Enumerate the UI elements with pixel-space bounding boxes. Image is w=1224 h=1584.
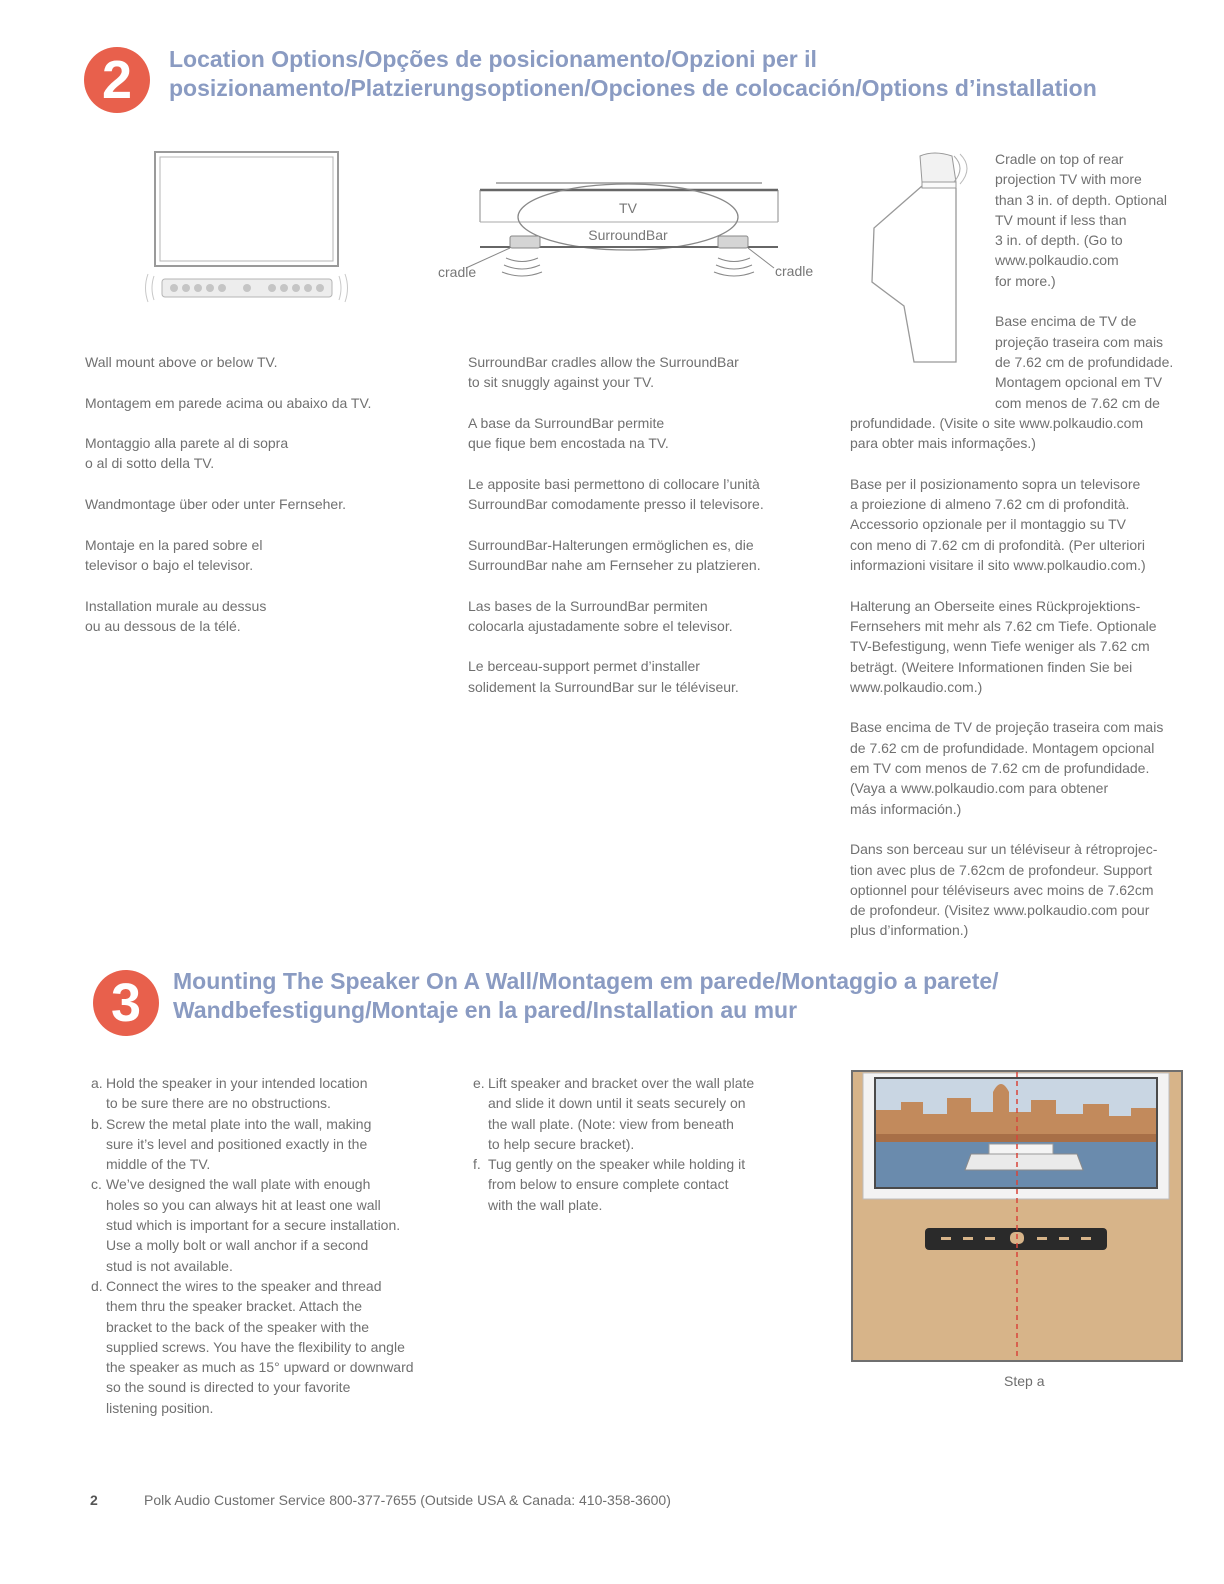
section-3-title <box>173 967 999 1025</box>
step-b-letter: b. <box>91 1115 103 1132</box>
cradle-right-label: cradle <box>775 263 814 279</box>
rear-projection-text-es: Base encima de TV de projeção traseira com mais de 7.62 cm de profundidade. Montagem opcional em TV com menos de 7.62 cm de profundidade. (Vaya a www.polkaudio.com para obtener más información.) <box>850 719 1164 817</box>
mounting-steps-left <box>86 1073 436 1418</box>
section-2-col-mid <box>468 352 828 697</box>
wall-mount-text-it: Montaggio alla parete al di sopra o al di sotto della TV. <box>85 435 289 472</box>
wall-mount-diagram <box>140 148 355 308</box>
step-f-text: Tug gently on the speaker while holding it from below to ensure complete contact with the wall plate. <box>488 1156 746 1213</box>
step-e-letter: e. <box>473 1075 485 1091</box>
section-2-title <box>169 45 1097 103</box>
rear-projection-diagram <box>862 148 982 370</box>
step-c-letter: c. <box>91 1176 102 1193</box>
mounting-steps-right <box>468 1073 798 1215</box>
rear-projection-text-en: Cradle on top of rear projection TV with more than 3 in. of depth. Optional TV mount if less than 3 in. of depth. (Go to www.polkaudio.com for more.) <box>995 151 1168 289</box>
wall-mount-text-pt: Montagem em parede acima ou abaixo da TV. <box>85 394 372 411</box>
rear-projection-text-de: Halterung an Oberseite eines Rückprojektions- Fernsehers mit mehr als 7.62 cm Tiefe. Optionale TV-Befestigung, wenn Tiefe weniger als 7.62 cm beträgt. (Weitere Informationen finden Sie bei www.polkaudio.com.) <box>850 597 1157 695</box>
step-a <box>86 1073 436 1114</box>
rear-projection-text-it: Base per il posizionamento sopra un televisore a proiezione di almeno 7.62 cm di profondità. Accessorio opzionale per il montaggio su TV con meno di 7.62 cm di profondità. (Per ulteriori informazioni visitare il sito www.polkaudio.com.) <box>850 475 1146 574</box>
step-c-text: We’ve designed the wall plate with enough holes so you can always hit at least one wall stud which is important for a secure installation. Use a molly bolt or wall anchor if a second stud is not available. <box>106 1176 401 1274</box>
section-3-title-line-1: Mounting The Speaker On A Wall/Montagem em parede/Montaggio a parete/ <box>173 968 999 994</box>
step-c <box>86 1174 436 1275</box>
step-e-text: Lift speaker and bracket over the wall plate and slide it down until it seats securely on the wall plate. (Note: view from beneath to help secure bracket). <box>488 1075 755 1152</box>
step-b-text: Screw the metal plate into the wall, making sure it’s level and positioned exactly in the middle of the TV. <box>106 1115 372 1173</box>
page-number: 2 <box>90 1492 98 1508</box>
step-a-letter: a. <box>91 1075 103 1091</box>
step-d <box>86 1276 436 1418</box>
wall-mount-text-de: Wandmontage über oder unter Fernseher. <box>85 496 346 513</box>
customer-service-text: Polk Audio Customer Service 800-377-7655 (Outside USA & Canada: 410-358-3600) <box>144 1492 671 1508</box>
section-2-number-badge: 2 <box>84 47 150 113</box>
rear-projection-text-pt-cont: profundidade. (Visite o site www.polkaudio.com para obter mais informações.) <box>850 415 1144 452</box>
cradle-diagram <box>430 172 830 287</box>
section-2-col-right-top <box>995 149 1195 413</box>
step-f <box>468 1154 798 1215</box>
cradle-left-label: cradle <box>438 264 477 280</box>
section-2-title-line-1: Location Options/Opções de posicionamento/Opzioni per il <box>169 46 817 72</box>
surroundbar-label: SurroundBar <box>588 227 668 243</box>
section-3-number-badge: 3 <box>93 970 159 1036</box>
rear-projection-text-fr: Dans son berceau sur un téléviseur à rétroprojec- tion avec plus de 7.62cm de profondeur. Support optionnel pour téléviseurs avec moins de 7.62cm de profondeur. (Visitez www.polkaudio.com pour plus d’information.) <box>850 841 1158 939</box>
wall-mount-text-es: Montaje en la pared sobre el televisor o bajo el televisor. <box>85 536 263 573</box>
wall-mount-text-en: Wall mount above or below TV. <box>85 354 278 370</box>
step-a-text: Hold the speaker in your intended location to be sure there are no obstructions. <box>106 1075 368 1112</box>
rear-projection-text-pt: Base encima de TV de projeção traseira com mais de 7.62 cm de profundidade. Montagem opcional em TV com menos de 7.62 cm de <box>995 313 1174 411</box>
cradle-text-de: SurroundBar-Halterungen ermöglichen es, die SurroundBar nahe am Fernseher zu platzieren. <box>468 536 761 573</box>
step-b <box>86 1114 436 1175</box>
section-2-col-right <box>850 413 1200 941</box>
step-d-text: Connect the wires to the speaker and thread them thru the speaker bracket. Attach the bracket to the back of the speaker with the supplied screws. You have the flexibility to angle the speaker as much as 15° upward or downward so the sound is directed to your favorite listening position. <box>106 1277 414 1416</box>
step-e <box>468 1073 798 1154</box>
step-d-letter: d. <box>91 1277 103 1294</box>
cradle-text-es: Las bases de la SurroundBar permiten colocarla ajustadamente sobre el televisor. <box>468 597 733 634</box>
tv-label: TV <box>619 200 637 216</box>
step-f-letter: f. <box>473 1156 481 1173</box>
step-a-photo <box>851 1070 1183 1362</box>
cradle-text-en: SurroundBar cradles allow the SurroundBar to sit snuggly against your TV. <box>468 354 739 391</box>
cradle-text-fr: Le berceau-support permet d’installer solidement la SurroundBar sur le téléviseur. <box>468 658 739 695</box>
cradle-text-pt: A base da SurroundBar permite que fique bem encostada na TV. <box>468 414 669 452</box>
cradle-text-it: Le apposite basi permettono di collocare l’unità SurroundBar comodamente presso il televisore. <box>468 475 764 513</box>
wall-mount-text-fr: Installation murale au dessus ou au dessous de la télé. <box>85 597 267 634</box>
section-3-title-line-2: Wandbefestigung/Montaje en la pared/Installation au mur <box>173 997 798 1023</box>
page-footer <box>90 1492 671 1508</box>
section-2-title-line-2: posizionamento/Platzierungsoptionen/Opciones de colocación/Options d’installation <box>169 75 1097 101</box>
section-2-col-left <box>85 352 425 636</box>
step-a-caption: Step a <box>1004 1373 1045 1389</box>
